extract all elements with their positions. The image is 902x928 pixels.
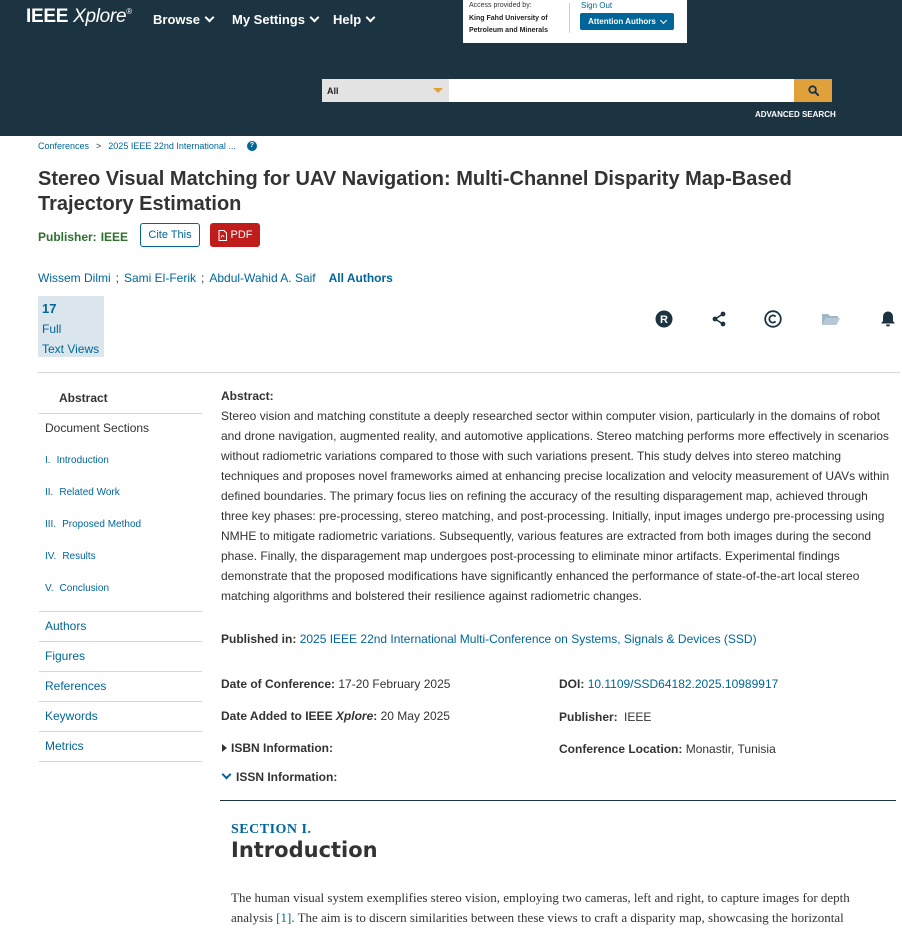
section-label: Introduction	[56, 455, 109, 466]
publisher-value: IEEE	[100, 230, 129, 244]
section-divider	[38, 372, 900, 373]
author-link[interactable]: Abdul-Wahid A. Saif	[209, 271, 316, 285]
pdf-button[interactable]	[210, 223, 260, 247]
section-number: IV.	[45, 551, 57, 562]
sidebar-item-keywords[interactable]: Keywords	[45, 709, 98, 723]
doi-link[interactable]: 10.1109/SSD64182.2025.10989917	[587, 677, 779, 691]
copyright-icon	[764, 310, 782, 328]
rights-r-icon	[655, 310, 673, 328]
logo-reg-mark: ®	[126, 7, 132, 16]
cite-this-button[interactable]	[140, 223, 200, 247]
logo-text-xplore: Xplore	[73, 6, 127, 27]
meta-publisher-value: IEEE	[624, 710, 652, 724]
access-divider	[569, 3, 570, 33]
body-text-part: . The aim is to discern similarities between these views to craft a disparity map, showcasing the horizontal	[291, 910, 844, 925]
isbn-toggle[interactable]	[222, 741, 333, 755]
meta-publisher	[559, 710, 651, 724]
ieee-xplore-logo[interactable]	[26, 6, 132, 28]
reference-link[interactable]: [1]	[276, 910, 292, 925]
nav-my-settings[interactable]	[232, 12, 318, 27]
pdf-icon	[218, 230, 227, 241]
conference-location-value: Monastir, Tunisia	[685, 742, 776, 756]
advanced-search-link[interactable]: ADVANCED SEARCH	[755, 110, 836, 119]
site-header	[0, 0, 902, 136]
sidebar-item-references[interactable]: References	[45, 679, 107, 693]
body-text-part: The human visual system exemplifies stereo vision, employing two cameras, left and right, to capture images for depth analysis	[231, 890, 850, 925]
section-number: II.	[45, 487, 54, 498]
copyright-button[interactable]	[763, 309, 783, 329]
published-in-label: Published in:	[221, 632, 297, 646]
search-input[interactable]	[449, 79, 794, 102]
all-authors-link[interactable]: All Authors	[328, 271, 393, 285]
date-added-label-xplore: Xplore	[335, 709, 374, 723]
sidebar-divider	[39, 641, 202, 642]
chevron-down-icon	[310, 13, 320, 23]
date-of-conference	[221, 677, 450, 691]
folder-icon	[821, 311, 841, 327]
section-title: Introduction	[231, 838, 378, 862]
sidebar-item-metrics[interactable]: Metrics	[45, 739, 84, 753]
author-link[interactable]: Wissem Dilmi	[38, 271, 111, 285]
issn-toggle[interactable]	[221, 770, 337, 784]
chevron-down-icon	[660, 17, 667, 24]
cite-this-label: Cite This	[148, 229, 192, 241]
abstract-text: Stereo vision and matching constitute a deeply researched sector within computer vision, particularly in the domains of robot and drone navigation, augmented reality, and automotive applications. Stereo matching performs more effectively in scenarios without radiometric variations compared to those with such variations present. This study delves into stereo matching techniques and proposes novel frameworks aimed at enhancing precise localization and velocity measurement of UAVs within defined boundaries. The primary focus lies on refining the accuracy of the resulting disparagement map, achieved through three key phases: pre-processing, stereo matching, and post-processing. Initially, input images undergo pre-processing using NMHE to mitigate radiometric variations. Subsequently, various features are extracted from both images during the second phase. Finally, the disparagement map undergoes post-processing to eliminate minor artifacts. Experimental findings demonstrate that the proposed modifications have significantly enhanced the performance of state-of-the-art local stereo matching algorithms and bolstered their resilience against radiometric changes.	[221, 409, 890, 603]
nav-my-settings-label: My Settings	[232, 12, 305, 27]
search-category-value: All	[327, 86, 339, 96]
published-in	[221, 632, 757, 646]
author-separator: ;	[115, 271, 119, 285]
rights-permissions-button[interactable]	[654, 309, 674, 329]
section-label: Results	[62, 551, 96, 562]
publisher-line	[38, 230, 128, 244]
sidebar-divider	[39, 731, 202, 732]
nav-browse-label: Browse	[153, 12, 200, 27]
issn-label: ISSN Information:	[236, 770, 338, 784]
section-number: V.	[45, 583, 54, 594]
date-added-label: Date Added to IEEE	[221, 709, 336, 723]
logo-text-ieee: IEEE	[26, 6, 69, 27]
sidebar-item-figures[interactable]: Figures	[45, 649, 86, 663]
sidebar-document-sections-heading: Document Sections	[45, 421, 150, 435]
alerts-button[interactable]	[878, 309, 898, 329]
date-added-label-colon: :	[373, 709, 378, 723]
date-of-conference-value: 17-20 February 2025	[338, 677, 451, 691]
sign-out-link[interactable]: Sign Out	[581, 1, 613, 10]
caret-right-icon	[222, 744, 227, 752]
dropdown-arrow-icon	[433, 88, 443, 93]
section-body	[231, 888, 891, 928]
section-number-label: SECTION I.	[231, 822, 312, 837]
section-number: I.	[45, 455, 51, 466]
sidebar-divider	[39, 611, 202, 612]
access-provided-label: Access provided by:	[469, 2, 532, 9]
attention-authors-label: Attention Authors	[588, 17, 656, 26]
author-list	[38, 271, 393, 285]
abstract-heading: Abstract:	[221, 389, 274, 403]
breadcrumb-conference[interactable]: 2025 IEEE 22nd International ...	[108, 141, 236, 151]
date-added-value: 20 May 2025	[380, 709, 450, 723]
breadcrumb	[38, 141, 257, 151]
sidebar-section-introduction[interactable]	[45, 455, 109, 466]
section-label: Proposed Method	[62, 519, 142, 530]
sidebar-divider	[39, 701, 202, 702]
institutional-access-box	[463, 0, 687, 43]
conference-location-label: Conference Location:	[559, 742, 683, 756]
bell-icon	[879, 310, 897, 328]
doi	[559, 677, 778, 691]
save-to-folder-button[interactable]	[821, 309, 841, 329]
section-number: III.	[45, 519, 57, 530]
breadcrumb-separator: >	[96, 141, 102, 151]
breadcrumb-conferences[interactable]: Conferences	[38, 141, 90, 151]
sidebar-section-proposed-method[interactable]	[45, 519, 141, 530]
conference-location	[559, 742, 776, 756]
sidebar-divider	[39, 761, 202, 762]
chevron-down-icon	[222, 769, 232, 779]
meta-publisher-label: Publisher:	[559, 710, 618, 724]
nav-help[interactable]	[333, 12, 374, 27]
views-count: 17	[42, 301, 57, 316]
nav-help-label: Help	[333, 12, 362, 27]
svg-text:R: R	[660, 314, 668, 326]
author-separator: ;	[201, 271, 205, 285]
doi-label: DOI:	[559, 677, 585, 691]
isbn-label: ISBN Information:	[231, 741, 333, 755]
share-button[interactable]	[709, 309, 729, 329]
content-divider	[220, 800, 896, 801]
chevron-down-icon	[205, 13, 215, 23]
date-of-conference-label: Date of Conference:	[221, 677, 336, 691]
sidebar-item-authors[interactable]: Authors	[45, 619, 87, 633]
published-in-link[interactable]: 2025 IEEE 22nd International Multi-Conference on Systems, Signals & Devices (SSD)	[299, 632, 757, 646]
attention-authors-button[interactable]	[580, 13, 674, 30]
publisher-label: Publisher:	[38, 230, 97, 244]
views-label-line2: Text Views	[42, 342, 100, 356]
sidebar-item-abstract[interactable]: Abstract	[59, 391, 108, 405]
search-icon	[808, 85, 819, 96]
help-icon[interactable]: ?	[247, 141, 257, 151]
search-category-select[interactable]	[322, 79, 449, 102]
share-icon	[711, 311, 727, 327]
full-text-views-badge[interactable]	[38, 296, 104, 357]
section-label: Conclusion	[59, 583, 110, 594]
article-title: Stereo Visual Matching for UAV Navigation: Multi-Channel Disparity Map-Based Trajectory Estimation	[38, 168, 792, 215]
sidebar-section-related-work[interactable]	[45, 487, 120, 498]
nav-browse[interactable]	[153, 12, 213, 27]
date-added	[221, 709, 450, 723]
access-organization: King Fahd University of Petroleum and Minerals	[469, 15, 548, 34]
search-button[interactable]	[794, 79, 832, 102]
section-label: Related Work	[59, 487, 120, 498]
chevron-down-icon	[366, 13, 376, 23]
sidebar-section-conclusion[interactable]	[45, 583, 109, 594]
sidebar-divider	[39, 413, 202, 414]
sidebar-section-results[interactable]	[45, 551, 96, 562]
views-label-line1: Full	[42, 322, 62, 336]
pdf-label: PDF	[230, 229, 253, 241]
author-link[interactable]: Sami El-Ferik	[124, 271, 197, 285]
sidebar-divider	[39, 671, 202, 672]
